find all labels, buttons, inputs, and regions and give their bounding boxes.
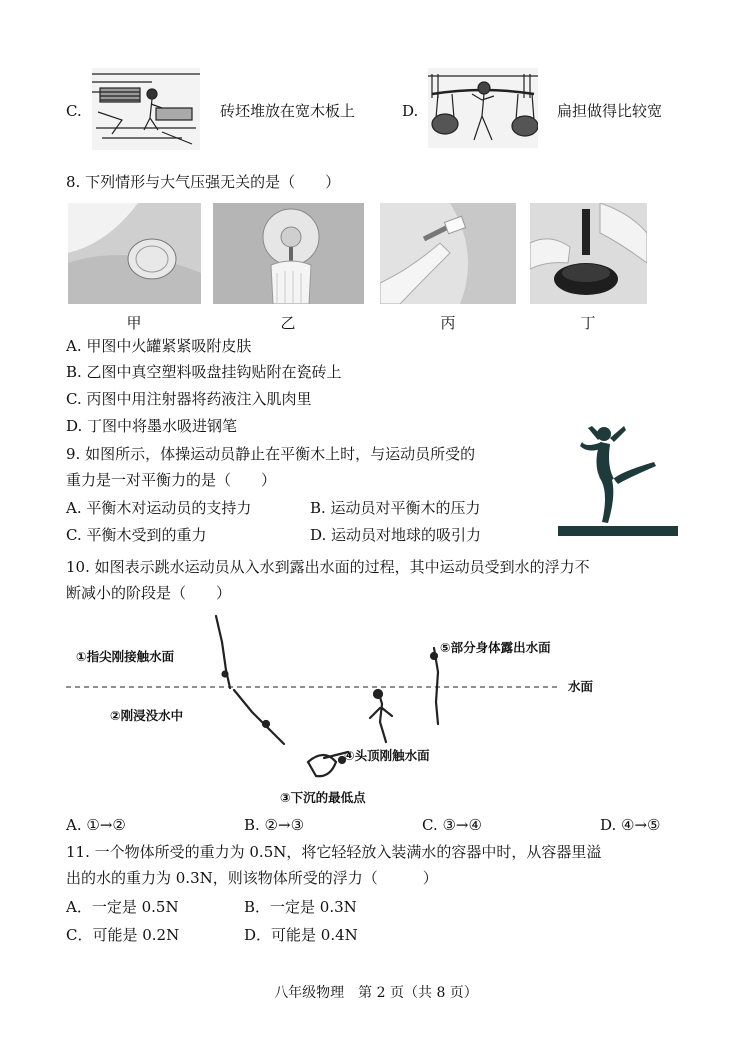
caption-bing: 丙	[440, 314, 456, 332]
diagram-label-5: ⑤部分身体露出水面	[440, 640, 551, 655]
q10-option-c: C. ③→④	[422, 816, 482, 834]
diagram-label-1: ①指尖刚接触水面	[76, 649, 175, 664]
q8-option-a: A. 甲图中火罐紧紧吸附皮肤	[66, 337, 252, 355]
q11-option-d: D．可能是 0.4N	[244, 926, 358, 944]
caption-ding: 丁	[580, 314, 596, 332]
q11-option-a: A．一定是 0.5N	[66, 898, 179, 916]
q9-stem-line1: 9. 如图所示，体操运动员静止在平衡木上时，与运动员所受的	[66, 445, 476, 463]
diagram-label-4: ④头顶刚触水面	[344, 748, 430, 763]
q9-option-d: D. 运动员对地球的吸引力	[310, 526, 482, 544]
q7-option-d-label: D.	[402, 102, 419, 120]
q7-option-c-label: C.	[66, 102, 82, 120]
q9-stem-line2: 重力是一对平衡力的是（ ）	[66, 471, 277, 489]
q9-option-b: B. 运动员对平衡木的压力	[310, 499, 481, 517]
q11-stem-line2: 出的水的重力为 0.3N，则该物体所受的浮力（ ）	[66, 869, 438, 887]
q8-option-d: D. 丁图中将墨水吸进钢笔	[66, 417, 238, 435]
suction-hook-photo	[213, 203, 364, 304]
q8-option-c: C. 丙图中用注射器将药液注入肌肉里	[66, 390, 312, 408]
caption-yi: 乙	[280, 314, 296, 332]
q7-option-d-text: 扁担做得比较宽	[557, 102, 663, 120]
diving-process-diagram	[66, 612, 686, 810]
diagram-label-2: ②刚浸没水中	[110, 708, 184, 723]
q11-option-b: B．一定是 0.3N	[244, 898, 357, 916]
cupping-jar-photo	[68, 203, 201, 304]
q10-option-a: A. ①→②	[66, 816, 126, 834]
q10-stem-line2: 断减小的阶段是（ ）	[66, 584, 232, 602]
q10-option-b: B. ②→③	[244, 816, 305, 834]
page-footer: 八年级物理 第 2 页（共 8 页）	[274, 985, 478, 1001]
gymnast-balance-beam-figure	[558, 422, 678, 544]
water-surface-label: 水面	[568, 679, 594, 694]
caption-jia: 甲	[126, 314, 142, 332]
diagram-label-3: ③下沉的最低点	[280, 790, 366, 805]
q8-option-b: B. 乙图中真空塑料吸盘挂钩贴附在瓷砖上	[66, 363, 342, 381]
q7-option-c-text: 砖坯堆放在宽木板上	[220, 102, 356, 120]
q9-option-c: C. 平衡木受到的重力	[66, 526, 207, 544]
shoulder-pole-illustration	[428, 68, 538, 148]
q10-option-d: D. ④→⑤	[600, 816, 661, 834]
q11-option-c: C．可能是 0.2N	[66, 926, 180, 944]
syringe-injection-photo	[380, 203, 516, 304]
q8-stem: 8. 下列情形与大气压强无关的是（ ）	[66, 173, 341, 191]
q10-stem-line1: 10. 如图表示跳水运动员从入水到露出水面的过程，其中运动员受到水的浮力不	[66, 558, 590, 576]
q9-option-a: A. 平衡木对运动员的支持力	[66, 499, 252, 517]
q11-stem-line1: 11. 一个物体所受的重力为 0.5N，将它轻轻放入装满水的容器中时，从容器里溢	[66, 843, 602, 861]
brick-on-board-illustration	[92, 68, 200, 150]
fountain-pen-ink-photo	[530, 203, 647, 304]
